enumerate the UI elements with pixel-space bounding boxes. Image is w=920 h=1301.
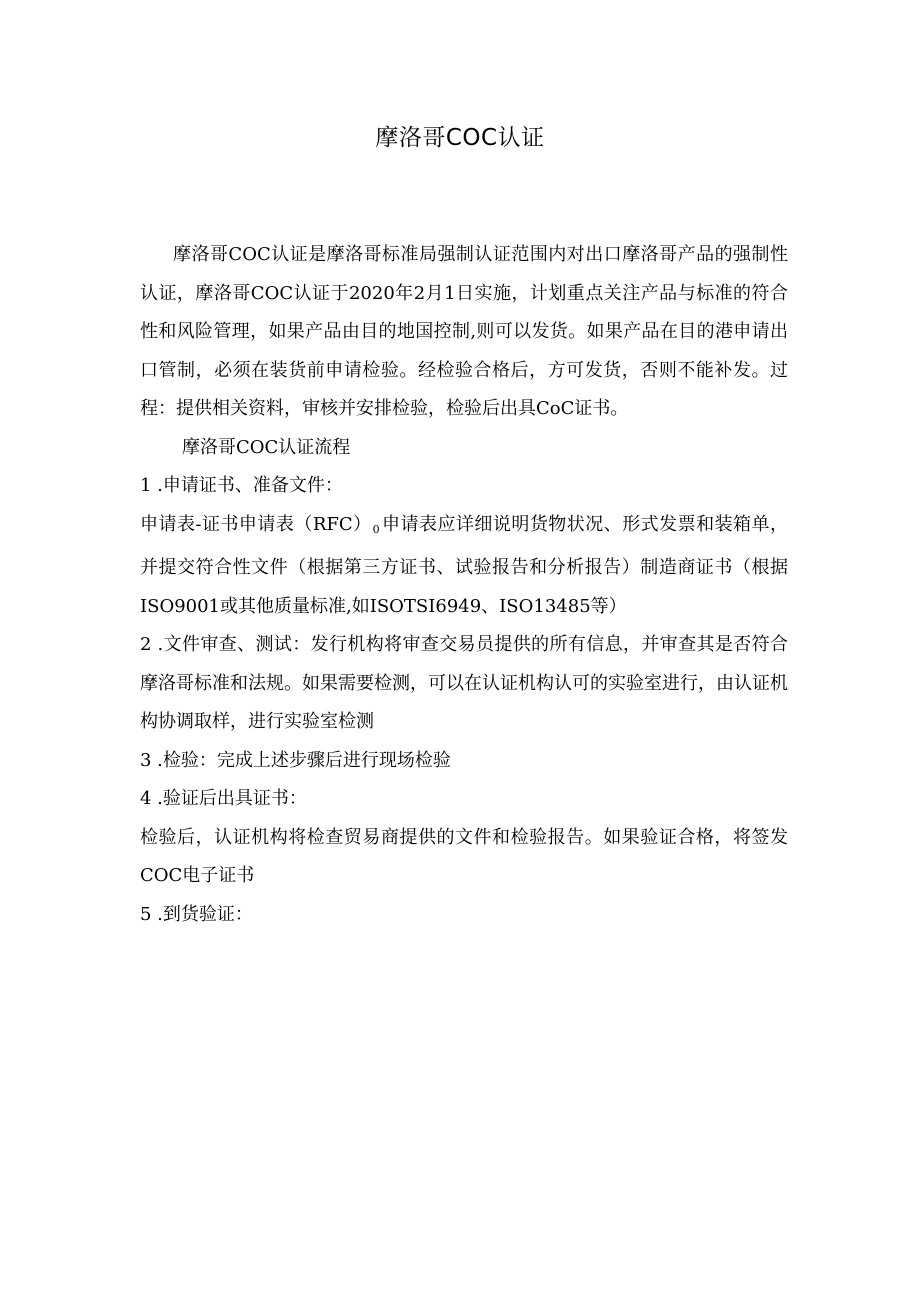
step-1-text-after: 申请表应详细说明货物状况、形式发票和装箱单，并提交符合性文件（根据第三方证书、试验报告和分析报告）制造商证书（根据ISO9001或其他质量标准,如ISOTSI6949、ISO13485等） bbox=[140, 513, 788, 617]
step-1-text-before: 申请表-证书申请表（RFC） bbox=[140, 513, 372, 535]
step-5-heading: 5 .到货验证： bbox=[140, 903, 253, 925]
step-3-heading: 3 .检验：完成上述步骤后进行现场检验 bbox=[140, 749, 451, 771]
step-4-heading: 4 .验证后出具证书： bbox=[140, 788, 307, 809]
flow-title: 摩洛哥COC认证流程 bbox=[182, 436, 351, 458]
step-1-text bbox=[140, 506, 788, 627]
step-4-text: 检验后，认证机构将检查贸易商提供的文件和检验报告。如果验证合格，将签发COC电子证书 bbox=[140, 826, 788, 886]
document-body bbox=[140, 236, 788, 934]
step-2-text: 2 .文件审查、测试：发行机构将审查交易员提供的所有信息，并审查其是否符合摩洛哥标准和法规。如果需要检测，可以在认证机构认可的实验室进行，由认证机构协调取样，进行实验室检测 bbox=[140, 634, 788, 732]
step-1-subscript: 0 bbox=[372, 522, 380, 536]
intro-paragraph: 摩洛哥COC认证是摩洛哥标准局强制认证范围内对出口摩洛哥产品的强制性认证，摩洛哥COC认证于2020年2月1日实施，计划重点关注产品与标准的符合性和风险管理，如果产品由目的地国控制,则可以发货。如果产品在目的港申请出口管制，必须在装货前申请检验。经检验合格后，方可发货，否则不能补发。过程：提供相关资料，审核并安排检验，检验后出具CoC证书。 bbox=[140, 244, 788, 419]
document-title: 摩洛哥COC认证 bbox=[375, 125, 545, 151]
step-1-heading: 1 .申请证书、准备文件： bbox=[140, 475, 343, 496]
